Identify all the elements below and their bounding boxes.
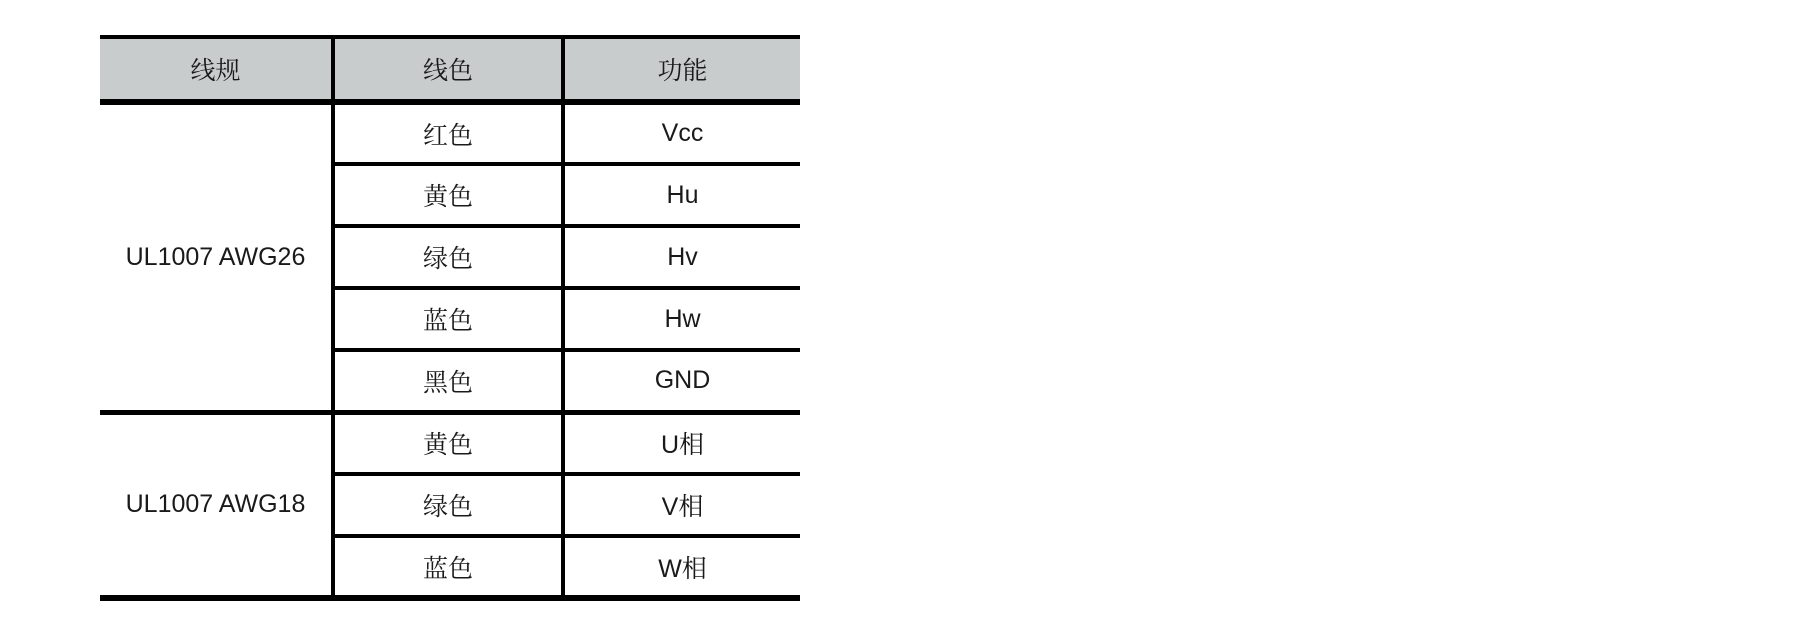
table-row — [100, 102, 800, 164]
table-header-row — [100, 37, 800, 102]
wire-function-cell: GND — [563, 350, 800, 412]
table-row — [100, 412, 800, 474]
wire-function-cell: U相 — [563, 412, 800, 474]
wire-color-cell: 红色 — [333, 102, 563, 164]
wire-function-cell: Hv — [563, 226, 800, 288]
wire-color-cell: 黄色 — [333, 164, 563, 226]
wire-color-cell: 蓝色 — [333, 288, 563, 350]
wire-color-cell: 绿色 — [333, 474, 563, 536]
wire-color-cell: 绿色 — [333, 226, 563, 288]
col-header-wire-gauge: 线规 — [100, 37, 333, 102]
wire-spec-table — [100, 35, 800, 601]
wire-color-cell: 黑色 — [333, 350, 563, 412]
wire-color-cell: 黄色 — [333, 412, 563, 474]
wire-function-cell: V相 — [563, 474, 800, 536]
col-header-wire-color: 线色 — [333, 37, 563, 102]
wire-function-cell: Hu — [563, 164, 800, 226]
wire-function-cell: Hw — [563, 288, 800, 350]
wire-function-cell: W相 — [563, 536, 800, 598]
col-header-wire-function: 功能 — [563, 37, 800, 102]
gauge-cell-awg26: UL1007 AWG26 — [100, 102, 333, 412]
wire-color-cell: 蓝色 — [333, 536, 563, 598]
gauge-cell-awg18: UL1007 AWG18 — [100, 412, 333, 598]
wire-function-cell: Vcc — [563, 102, 800, 164]
